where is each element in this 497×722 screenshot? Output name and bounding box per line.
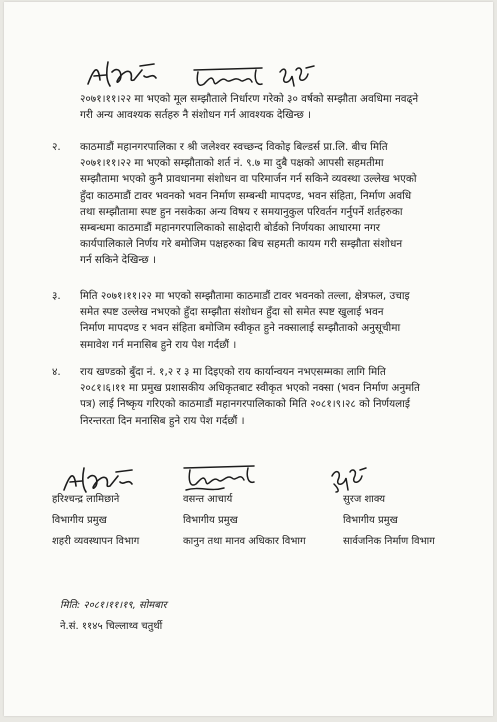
text-line: मिति २०७१।११।२२ मा भएको सम्झौतामा काठमाडौं टावर भवनको तल्ला, क्षेत्रफल, उचाइ — [80, 290, 410, 302]
text-line: राय खण्डको बुँदा नं. १,२ र ३ मा दिइएको राय कार्यान्वयन नभएसम्मका लागि मिति — [80, 366, 386, 378]
signature-top-right — [274, 62, 320, 92]
text-line: समावेश गर्न मनासिब हुने राय पेश गर्दछौं । — [80, 338, 237, 351]
signatory-department: शहरी व्यवस्थापन विभाग — [52, 536, 140, 547]
text-line: निरन्तरता दिन मनासिब हुने राय पेश गर्दछौं । — [80, 414, 245, 427]
text-line: गरी अन्य आवश्यक सर्तहरु नै संशोधन गर्न आवश्यक देखिन्छ । — [80, 109, 312, 122]
text-line: २०७१।११।२२ मा भएको सम्झौताको शर्त नं. ९.७ मा दुबै पक्षको आपसी सहमतीमा — [80, 157, 384, 170]
item-paragraph — [80, 364, 474, 429]
signatory-title: विभागीय प्रमुख — [183, 515, 238, 526]
signatory-name: हरिश्चन्द्र लामिछाने — [52, 494, 120, 505]
signatory-title: विभागीय प्रमुख — [343, 515, 398, 526]
signatory-name: सुरज शाक्य — [343, 494, 385, 505]
text-line: समेत स्पष्ट उल्लेख नभएको हुँदा सम्झौता संशोधन हुँदा सो समेत स्पष्ट खुलाई भवन — [80, 306, 384, 319]
text-line: हुँदा काठमाडौं टावर भवनको भवन निर्माण सम्बन्धी मापदण्ड, भवन संहिता, निर्माण अवधि — [80, 189, 412, 202]
item-number: ४. — [52, 366, 61, 378]
footer-date: मिति: २०८१।११।१९, सोमबार — [60, 600, 167, 611]
text-line: सम्झौतामा भएको कुनै प्रावधानमा संशोधन वा परिमार्जन गर्न सकिने व्यवस्था उल्लेख भएको — [80, 173, 417, 186]
text-line: निर्माण मापदण्ड र भवन संहिता बमोजिम स्वीकृत हुने नक्सालाई सम्झौताको अनुसूचीमा — [80, 322, 401, 335]
text-line: २०८१।६।११ मा प्रमुख प्रशासकीय अधिकृतबाट स्वीकृत भएको नक्सा (भवन निर्माण अनुमति — [80, 382, 420, 395]
text-line: २०७१।११।२२ मा भएको मूल सम्झौताले निर्धारण गरेको ३० वर्षको सम्झौता अवधिमा नवढ्ने — [80, 93, 419, 105]
signature-top-middle — [190, 64, 272, 92]
document-page — [4, 2, 493, 716]
item-number: ३. — [52, 290, 61, 302]
intro-paragraph — [80, 91, 474, 123]
item-number: २. — [52, 141, 61, 153]
text-line: काठमाडौं महानगरपालिका र श्री जलेश्वर स्वच्छन्द विकोइ बिल्डर्स प्रा.लि. बीच मिति — [80, 141, 388, 153]
signatory-department: कानुन तथा मानव अधिकार विभाग — [183, 536, 306, 547]
signature-top-left — [84, 58, 164, 92]
text-line: गर्न सकिने देखिन्छ । — [80, 254, 156, 267]
text-line: पत्र) लाई निष्कृय गरिएको काठमाडौं महानगरपालिकाको मिति २०८१।९।२८ को निर्णयलाई — [80, 398, 410, 411]
text-line: तथा सम्झौतामा स्पष्ट हुन नसकेका अन्य विषय र समयानुकुल परिवर्तन गर्नुपर्ने शर्तहरुका — [80, 205, 403, 218]
signature-middle — [180, 460, 264, 494]
text-line: कार्यपालिकाले निर्णय गरे बमोजिम पक्षहरुका बिच सहमती कायम गरी सम्झौता संशोधन — [80, 238, 403, 251]
signatory-title: विभागीय प्रमुख — [52, 515, 107, 526]
item-paragraph — [80, 288, 474, 353]
footer-nepal-samvat: ने.सं. ११४५ चिल्लाथ्व चतुर्थी — [60, 621, 163, 632]
text-line: सम्बन्धमा काठमाडौं महानगरपालिकाको साक्षेदारी बोर्डको निर्णयका आधारमा नगर — [80, 222, 381, 235]
signatory-name: वसन्त आचार्य — [183, 494, 233, 505]
item-paragraph — [80, 139, 474, 269]
signature-right — [326, 464, 370, 494]
signatory-department: सार्वजनिक निर्माण विभाग — [343, 536, 435, 547]
